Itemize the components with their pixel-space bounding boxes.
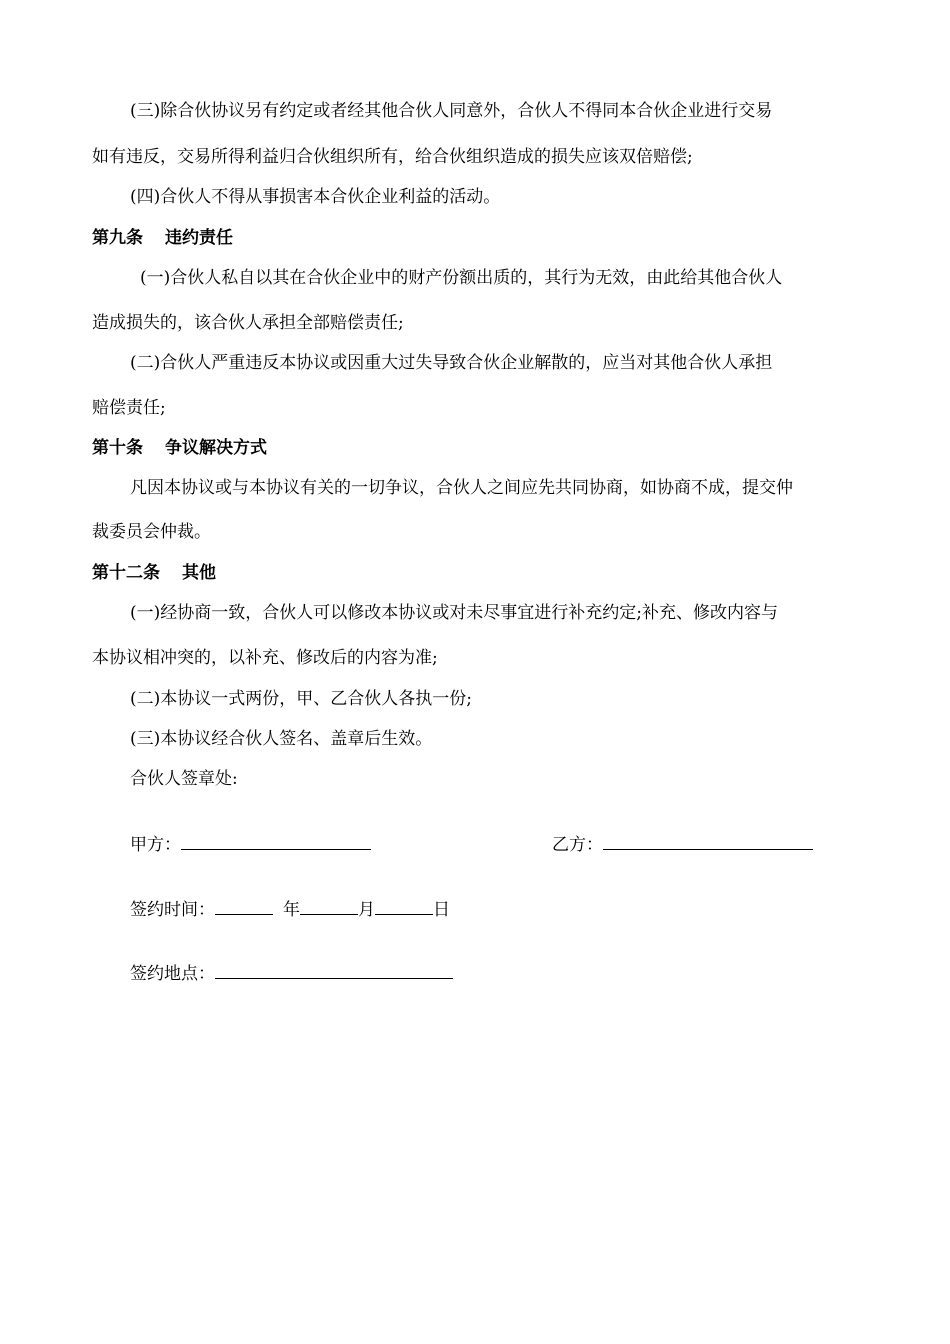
party-b-label: 乙方： xyxy=(552,835,603,855)
article10-title: 争议解决方式 xyxy=(165,438,267,458)
year-blank[interactable] xyxy=(215,898,273,915)
day-blank[interactable] xyxy=(375,898,433,915)
article9-heading xyxy=(92,227,862,249)
article12-heading xyxy=(92,562,862,584)
year-label: 年 xyxy=(283,900,300,920)
day-label: 日 xyxy=(433,900,450,920)
date-label: 签约时间： xyxy=(130,900,215,920)
party-a-blank[interactable] xyxy=(181,833,371,850)
article10-number: 第十条 xyxy=(92,438,143,458)
article9-item2-line2: 赔偿责任; xyxy=(92,398,166,418)
month-blank[interactable] xyxy=(300,898,358,915)
article10-body-line2: 裁委员会仲裁。 xyxy=(92,522,211,542)
article12-item2: (二)本协议一式两份，甲、乙合伙人各执一份; xyxy=(130,689,472,709)
signature-heading: 合伙人签章处: xyxy=(130,769,238,789)
month-label: 月 xyxy=(358,900,375,920)
article8-item3-line1: (三)除合伙协议另有约定或者经其他合伙人同意外，合伙人不得同本合伙企业进行交易 xyxy=(130,101,773,121)
party-b-signature xyxy=(552,833,852,856)
article8-item3-line2: 如有违反，交易所得利益归合伙组织所有，给合伙组织造成的损失应该双倍赔偿; xyxy=(92,147,693,167)
article9-item1-line2: 造成损失的，该合伙人承担全部赔偿责任; xyxy=(92,313,404,333)
signing-date xyxy=(130,898,530,921)
article9-number: 第九条 xyxy=(92,228,143,248)
article9-item2-line1: (二)合伙人严重违反本协议或因重大过失导致合伙企业解散的，应当对其他合伙人承担 xyxy=(130,353,773,373)
signing-place xyxy=(130,962,530,985)
party-b-blank[interactable] xyxy=(603,833,813,850)
article12-title: 其他 xyxy=(182,563,216,583)
article9-item1-line1: (一)合伙人私自以其在合伙企业中的财产份额出质的，其行为无效，由此给其他合伙人 xyxy=(140,268,783,288)
article9-title: 违约责任 xyxy=(165,228,233,248)
article12-item1-line1: (一)经协商一致，合伙人可以修改本协议或对未尽事宜进行补充约定;补充、修改内容与 xyxy=(130,603,778,623)
article12-number: 第十二条 xyxy=(92,563,160,583)
place-label: 签约地点： xyxy=(130,964,215,984)
place-blank[interactable] xyxy=(215,962,453,979)
article8-item4: (四)合伙人不得从事损害本合伙企业利益的活动。 xyxy=(130,187,501,207)
article10-heading xyxy=(92,437,862,459)
article12-item3: (三)本协议经合伙人签名、盖章后生效。 xyxy=(130,729,433,749)
party-a-signature xyxy=(130,833,430,856)
article12-item1-line2: 本协议相冲突的，以补充、修改后的内容为准; xyxy=(92,648,438,668)
article10-body-line1: 凡因本协议或与本协议有关的一切争议，合伙人之间应先共同协商，如协商不成，提交仲 xyxy=(130,478,793,498)
party-a-label: 甲方： xyxy=(130,835,181,855)
